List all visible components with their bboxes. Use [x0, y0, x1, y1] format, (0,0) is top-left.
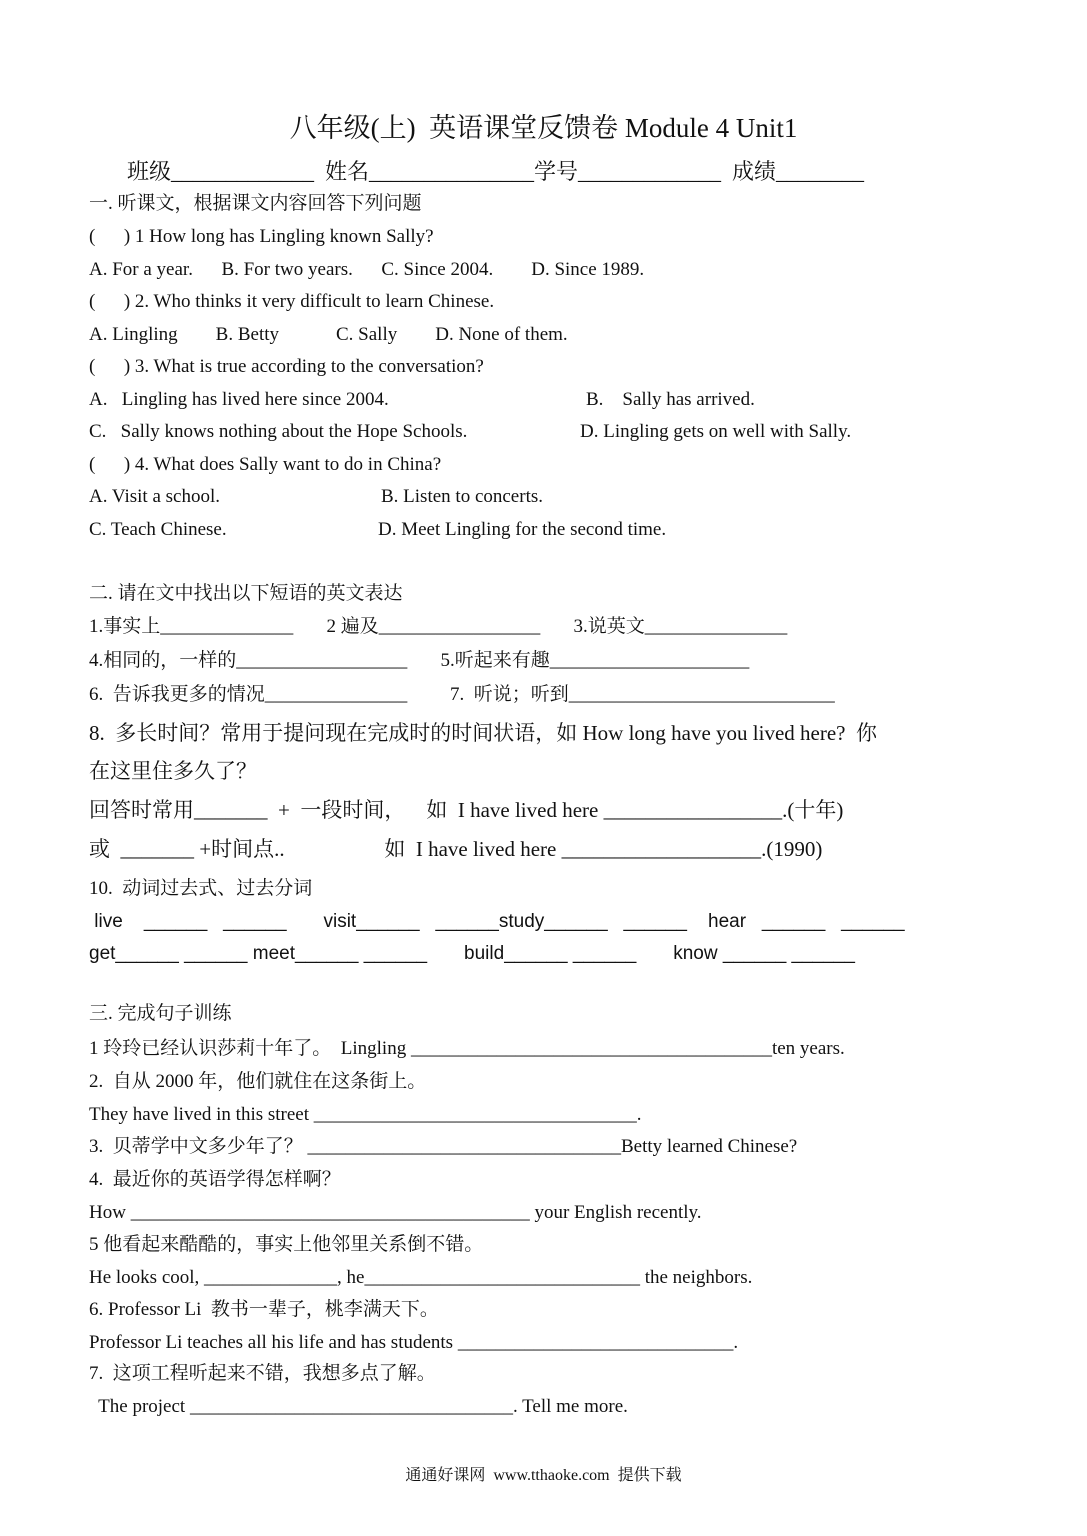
question-4-option-c: C. Teach Chinese.: [89, 519, 227, 540]
sentence-5-english: He looks cool, ______________, he_____________________________ the neighbors.: [89, 1267, 753, 1288]
question-3-option-d: D. Lingling gets on well with Sally.: [580, 421, 852, 442]
sentence-5-chinese: 5 他看起来酷酷的，事实上他邻里关系倒不错。: [89, 1234, 484, 1255]
sentence-4-chinese: 4. 最近你的英语学得怎样啊？: [89, 1169, 341, 1190]
sentence-3: 3. 贝蒂学中文多少年了？ _________________________________Betty learned Chinese?: [89, 1136, 798, 1157]
question-3-option-b: B. Sally has arrived.: [586, 389, 755, 410]
item-8-line-3: 回答时常用_______ + 一段时间， 如 I have lived here _________________.(十年): [89, 798, 844, 822]
item-10-heading: 10. 动词过去式、过去分词: [89, 878, 313, 899]
sentence-1: 1 玲玲已经认识莎莉十年了。 Lingling ______________________________________ten years.: [89, 1038, 845, 1059]
question-4-option-b: B. Listen to concerts.: [381, 486, 543, 507]
sentence-2-chinese: 2. 自从 2000 年，他们就住在这条街上。: [89, 1071, 427, 1092]
sentence-7-english: The project __________________________________. Tell me more.: [89, 1396, 628, 1417]
sentence-6-english: Professor Li teaches all his life and has students _____________________________.: [89, 1332, 739, 1353]
phrase-row-2: 4.相同的，一样的__________________ 5.听起来有趣_____________________: [89, 650, 750, 671]
sentence-7-chinese: 7. 这项工程听起来不错，我想多点了解。: [89, 1363, 436, 1384]
question-3-option-c: C. Sally knows nothing about the Hope Schools.: [89, 421, 468, 442]
question-4-option-d: D. Meet Lingling for the second time.: [378, 519, 667, 540]
sentence-2-english: They have lived in this street __________________________________.: [89, 1104, 642, 1125]
question-3-option-a: A. Lingling has lived here since 2004.: [89, 389, 389, 410]
download-footer: 通通好课网 www.tthaoke.com 提供下载: [405, 1467, 682, 1484]
worksheet-title: 八年级(上) 英语课堂反馈卷 Module 4 Unit1: [289, 113, 798, 143]
item-8-line-2: 在这里住多久了？: [89, 759, 257, 783]
item-8-line-4: 或 _______ +时间点.. 如 I have lived here ___________________.(1990): [89, 837, 823, 861]
sentence-6-chinese: 6. Professor Li 教书一辈子，桃李满天下。: [89, 1299, 439, 1320]
phrase-row-3: 6. 告诉我更多的情况_______________ 7. 听说；听到____________________________: [89, 684, 835, 705]
question-1: ( ) 1 How long has Lingling known Sally?: [89, 226, 434, 247]
sentence-4-english: How __________________________________________ your English recently.: [89, 1202, 702, 1223]
item-8-line-1: 8. 多长时间？常用于提问现在完成时的时间状语，如 How long have you lived here? 你: [89, 721, 878, 745]
verb-forms-row-2: get______ ______ meet______ ______ build______ ______ know ______ ______: [89, 943, 855, 964]
verb-forms-row-1: live ______ ______ visit______ ______study______ ______ hear ______ ______: [89, 911, 905, 932]
section3-heading: 三. 完成句子训练: [89, 1003, 232, 1024]
section2-heading: 二. 请在文中找出以下短语的英文表达: [89, 583, 403, 604]
phrase-row-1: 1.事实上______________ 2 遍及_________________ 3.说英文_______________: [89, 616, 788, 637]
section1-heading: 一. 听课文，根据课文内容回答下列问题: [89, 193, 422, 214]
question-2-options: A. Lingling B. Betty C. Sally D. None of them.: [89, 324, 568, 345]
question-2: ( ) 2. Who thinks it very difficult to learn Chinese.: [89, 291, 495, 312]
question-4: ( ) 4. What does Sally want to do in China?: [89, 454, 442, 475]
question-4-option-a: A. Visit a school.: [89, 486, 220, 507]
student-info-line: 班级_____________ 姓名_______________学号_____________ 成绩________: [127, 159, 865, 184]
question-3: ( ) 3. What is true according to the conversation?: [89, 356, 484, 377]
question-1-options: A. For a year. B. For two years. C. Since 2004. D. Since 1989.: [89, 259, 645, 280]
